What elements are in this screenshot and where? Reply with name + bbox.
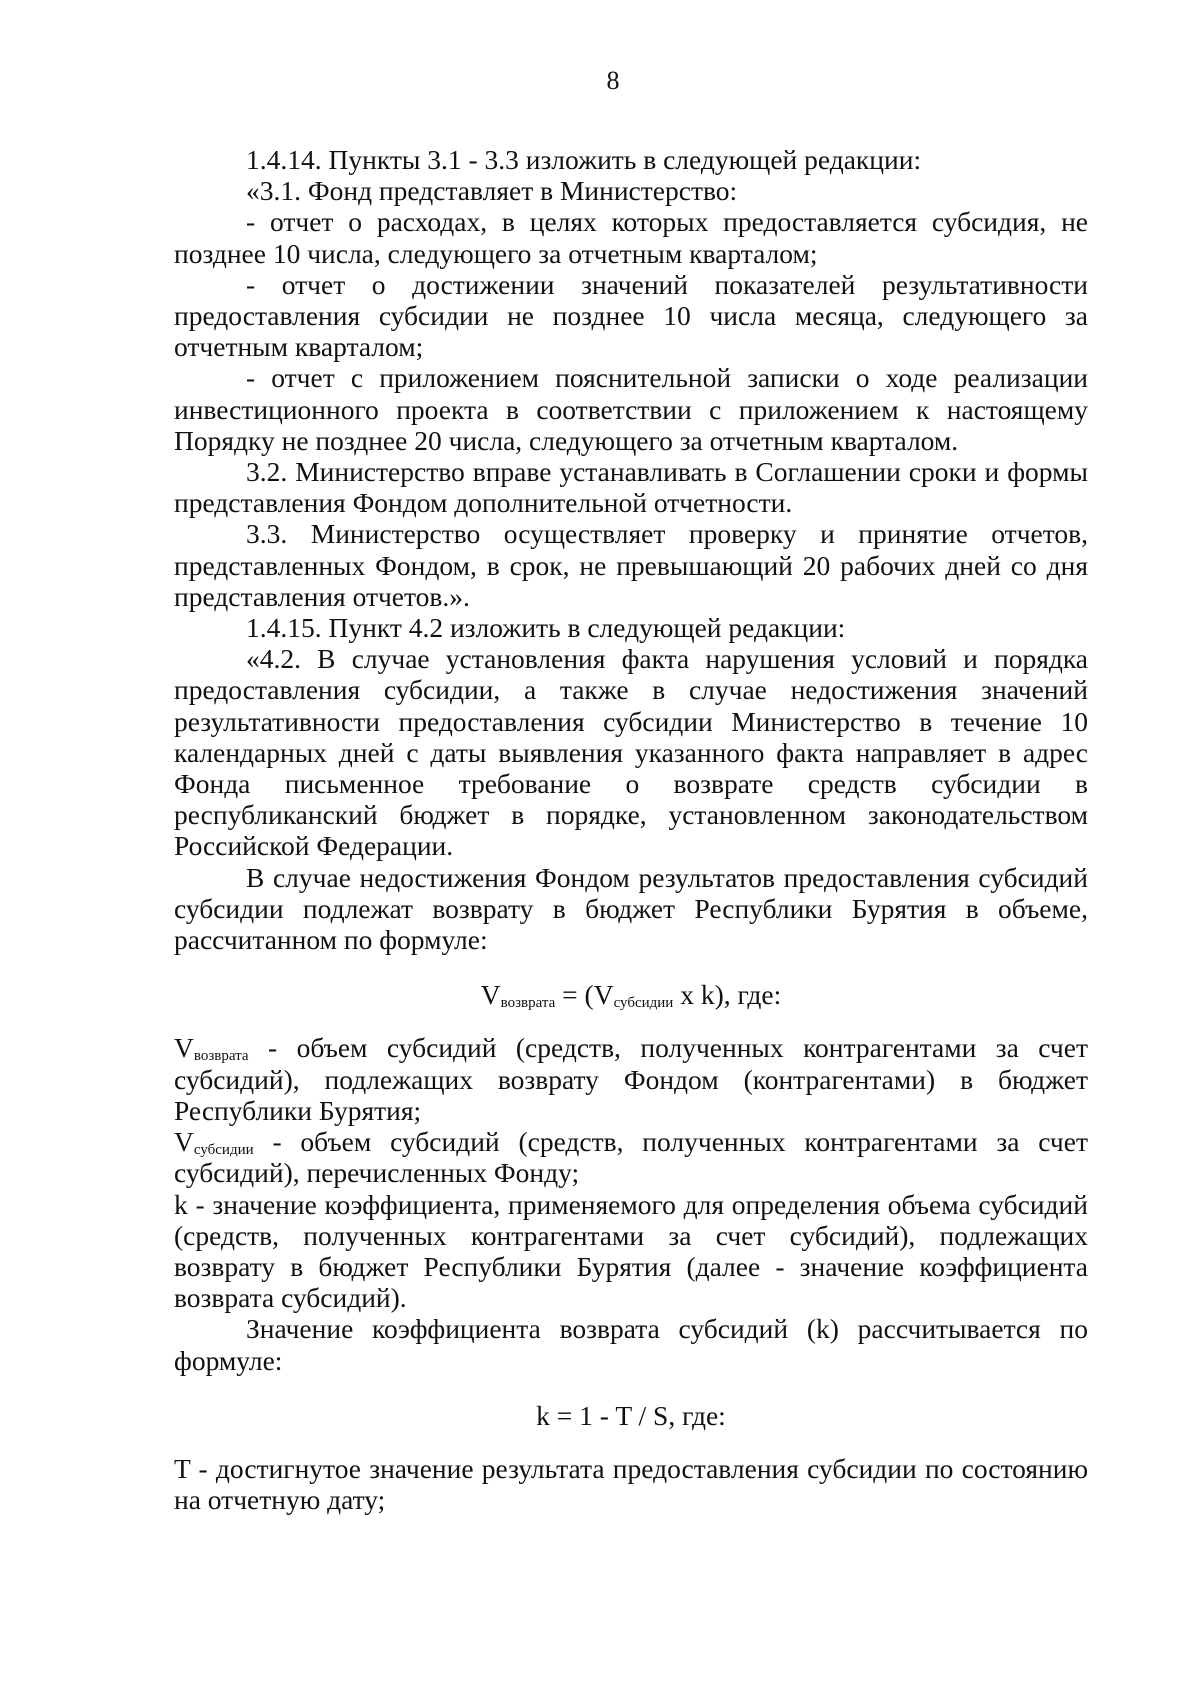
definition-v-subsidy-text: - объем субсидий (средств, полученных контрагентами за счет субсидий), перечисленных Фонду;	[174, 1126, 1088, 1189]
paragraph-3-2: 3.2. Министерство вправе устанавливать в Соглашении сроки и формы представления Фондом дополнительной отчетности.	[174, 456, 1088, 519]
paragraph-4-2: «4.2. В случае установления факта нарушения условий и порядка предоставления субсидии, а также в случае недостижения значений результативности предоставления субсидии Министерство в течение 10 календарных дней с даты выявления указанного факта направляет в адрес Фонда письменное требование о возврате средств субсидии в республиканский бюджет в порядке, установленном законодательством Российской Федерации.	[174, 643, 1088, 862]
formula-v-return-subscript: возврата	[500, 995, 556, 1012]
definition-k: k - значение коэффициента, применяемого для определения объема субсидий (средств, полученных контрагентами за счет субсидий), подлежащих возврату в бюджет Республики Бурятия (далее - значение коэффициента возврата субсидий).	[174, 1188, 1088, 1314]
formula-tail: x k), где:	[673, 979, 782, 1011]
definition-v-subsidy-subscript: субсидии	[193, 1142, 254, 1159]
paragraph-coef-intro: Значение коэффициента возврата субсидий (k) рассчитывается по формуле:	[174, 1313, 1088, 1376]
return-formula	[174, 979, 1088, 1010]
definition-v-return-subscript: возврата	[193, 1048, 249, 1065]
definition-v-subsidy	[174, 1126, 1088, 1188]
definition-v-symbol: V	[174, 1032, 194, 1064]
paragraph-return-intro: В случае недостижения Фондом результатов предоставления субсидий субсидии подлежат возврату в бюджет Республики Бурятия в объеме, рассчитанном по формуле:	[174, 861, 1088, 956]
paragraph-report-expenses: - отчет о расходах, в целях которых предоставляется субсидия, не позднее 10 числа, следующего за отчетным кварталом;	[174, 206, 1088, 269]
formula-v-symbol: V	[480, 979, 501, 1011]
definition-v-return-text: - объем субсидий (средств, полученных контрагентами за счет субсидий), подлежащих возврату Фондом (контрагентами) в бюджет Республики Бурятия;	[174, 1032, 1088, 1126]
paragraph-3-1-intro: «3.1. Фонд представляет в Министерство:	[246, 175, 738, 207]
paragraph-report-explanatory-note: - отчет с приложением пояснительной записки о ходе реализации инвестиционного проекта в соответствии с приложением к настоящему Порядку не позднее 20 числа, следующего за отчетным кварталом.	[174, 362, 1088, 456]
coefficient-formula: k = 1 - T / S, где:	[536, 1399, 726, 1431]
paragraph-1-4-14: 1.4.14. Пункты 3.1 - 3.3 изложить в следующей редакции:	[246, 144, 922, 175]
definition-v-return	[174, 1032, 1088, 1126]
paragraph-report-indicators: - отчет о достижении значений показателей результативности предоставления субсидии не позднее 10 числа месяца, следующего за отчетным кварталом;	[174, 268, 1088, 363]
formula-v-subsidy-subscript: субсидии	[613, 995, 674, 1012]
document-body	[174, 144, 1088, 1515]
formula-eq-open: = (V	[555, 979, 614, 1011]
page-number: 8	[606, 66, 620, 95]
paragraph-1-4-15: 1.4.15. Пункт 4.2 изложить в следующей редакции:	[246, 612, 846, 644]
definition-v-symbol: V	[174, 1126, 194, 1158]
definition-t: T - достигнутое значение результата предоставления субсидии по состоянию на отчетную дату;	[174, 1452, 1088, 1516]
paragraph-3-3: 3.3. Министерство осуществляет проверку и принятие отчетов, представленных Фондом, в срок, не превышающий 20 рабочих дней со дня представления отчетов.».	[174, 518, 1088, 612]
